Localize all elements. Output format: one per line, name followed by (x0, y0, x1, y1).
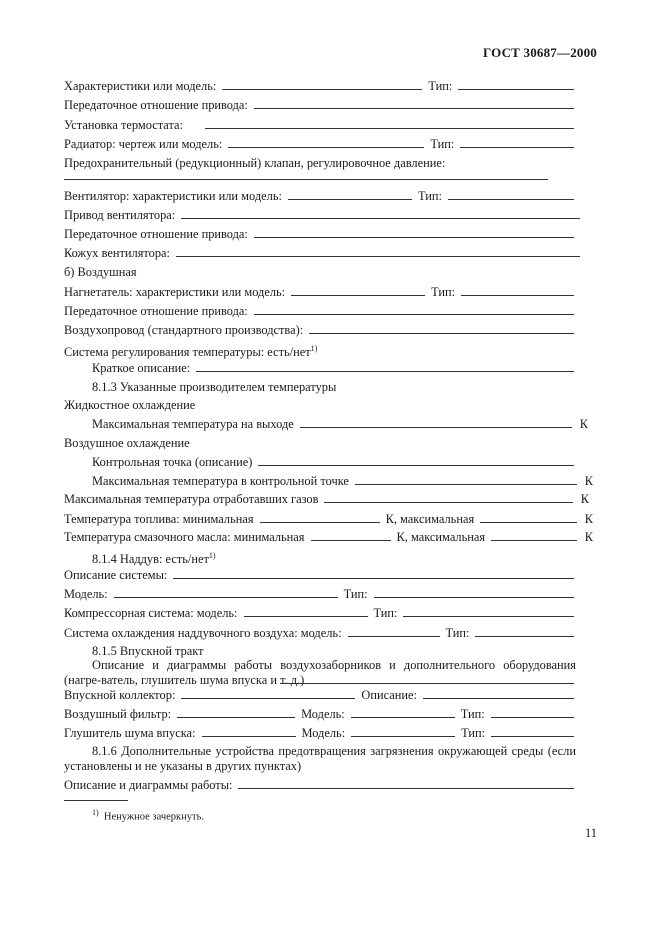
section-8-1-6: 8.1.6 Дополнительные устройства предотвращения загрязнения окружающей среды (если установлены и не указаны в других пунктах) (64, 744, 576, 773)
field-thermostat[interactable] (205, 118, 574, 129)
label-max-temp-control: Максимальная температура в контрольной точке (92, 474, 349, 488)
row-fan-shroud (64, 245, 580, 261)
row-operation-desc (64, 777, 574, 793)
field-radiator[interactable] (228, 137, 424, 148)
row-air-filter (64, 706, 574, 722)
unit-k: К (584, 512, 593, 526)
field-model-type[interactable] (374, 587, 574, 598)
label-fan-type: Тип: (417, 189, 442, 203)
label-fan-shroud: Кожух вентилятора: (64, 246, 171, 260)
document-code: ГОСТ 30687—2000 (482, 45, 597, 60)
row-short-desc (92, 360, 574, 376)
field-fan-shroud[interactable] (176, 246, 580, 257)
page-number: 11 (584, 826, 597, 840)
field-relief-valve[interactable] (64, 179, 548, 180)
label-compressor-type: Тип: (373, 606, 398, 620)
unit-k: К (580, 492, 589, 506)
field-air-filter-type[interactable] (491, 707, 574, 718)
label-system-desc: Описание системы: (64, 568, 168, 582)
unit-k: К (579, 417, 588, 431)
label-charge-air-type: Тип: (445, 626, 470, 640)
label-oil-temp-max: К, максимальная (396, 530, 486, 544)
row-fan-drive (64, 207, 580, 223)
row-blower (64, 284, 574, 300)
field-blower[interactable] (291, 285, 425, 296)
label-liquid-cooling: Жидкостное охлаждение (64, 398, 196, 412)
row-fuel-temp (64, 511, 593, 527)
field-system-desc[interactable] (173, 568, 574, 579)
row-oil-temp (64, 529, 593, 545)
row-charge-air-cooling (64, 625, 574, 641)
field-characteristics[interactable] (222, 79, 422, 90)
label-type: Тип: (428, 79, 453, 93)
label-temp-control: Система регулирования температуры: есть/нет$^{1)}$ (64, 344, 318, 360)
label-characteristics: Характеристики или модель: (64, 79, 217, 93)
row-intake-silencer (64, 725, 574, 741)
field-blower-ratio[interactable] (254, 304, 574, 315)
field-model[interactable] (114, 587, 338, 598)
field-radiator-type[interactable] (460, 137, 574, 148)
label-fuel-temp-max: К, максимальная (385, 512, 475, 526)
row-characteristics (64, 78, 574, 94)
label-oil-temp-min: Температура смазочного масла: минимальная (64, 530, 305, 544)
field-max-temp-control[interactable] (355, 474, 577, 485)
label-air-filter-type: Тип: (460, 707, 485, 721)
label-relief-valve: Предохранительный (редукционный) клапан, регулировочное давление: (64, 156, 446, 170)
row-drive-ratio (64, 97, 574, 113)
label-short-desc: Краткое описание: (92, 361, 191, 375)
field-compressor[interactable] (244, 606, 368, 617)
label-max-exhaust-temp: Максимальная температура отработавших газов (64, 492, 319, 506)
row-model (64, 586, 574, 602)
field-charge-air-type[interactable] (475, 626, 574, 637)
label-max-outlet-temp: Максимальная температура на выходе (92, 417, 294, 431)
label-intake-desc: Описание: (361, 688, 417, 702)
field-intake-silencer-type[interactable] (491, 726, 574, 737)
label-compressor: Компрессорная система: модель: (64, 606, 238, 620)
footnote: $^{1)}$ Ненужное зачеркнуть. (92, 808, 204, 823)
label-radiator-type: Тип: (430, 137, 455, 151)
label-blower-type: Тип: (431, 285, 456, 299)
field-oil-temp-max[interactable] (491, 530, 577, 541)
label-fan-drive: Привод вентилятора: (64, 208, 176, 222)
field-short-desc[interactable] (196, 361, 574, 372)
field-air-filter-model[interactable] (351, 707, 455, 718)
field-max-exhaust-temp[interactable] (324, 492, 572, 503)
section-8-1-4: 8.1.4 Наддув: есть/нет$^{1)}$ (92, 551, 216, 567)
row-fan (64, 188, 574, 204)
field-intake-manifold-desc[interactable] (423, 688, 574, 699)
field-type[interactable] (458, 79, 574, 90)
field-intake-desc[interactable] (280, 683, 574, 684)
label-charge-air-cooling: Система охлаждения наддувочного воздуха: модель: (64, 626, 342, 640)
section-8-1-5: 8.1.5 Впускной тракт (92, 644, 204, 658)
field-fan[interactable] (288, 189, 412, 200)
footnote-rule (64, 800, 128, 801)
section-air: б) Воздушная (64, 265, 137, 279)
label-air-duct: Воздухопровод (стандартного производства): (64, 323, 304, 337)
field-fan-ratio[interactable] (254, 227, 574, 238)
field-control-point[interactable] (258, 455, 574, 466)
field-fan-type[interactable] (448, 189, 574, 200)
intake-desc-paragraph: Описание и диаграммы работы воздухозаборников и дополнительного оборудования (нагре-ватель, глушитель шума впуска и т. д.) (64, 658, 576, 687)
field-fuel-temp-max[interactable] (480, 512, 577, 523)
field-drive-ratio[interactable] (254, 98, 574, 109)
row-max-outlet-temp (92, 416, 588, 432)
label-intake-silencer: Глушитель шума впуска: (64, 726, 196, 740)
field-charge-air-cooling[interactable] (348, 626, 440, 637)
label-model-type: Тип: (343, 587, 368, 601)
label-air-cooling: Воздушное охлаждение (64, 436, 190, 450)
row-intake-manifold (64, 687, 574, 703)
field-operation-desc[interactable] (238, 778, 574, 789)
label-intake-manifold: Впускной коллектор: (64, 688, 176, 702)
row-radiator (64, 136, 574, 152)
label-blower: Нагнетатель: характеристики или модель: (64, 285, 286, 299)
field-intake-manifold[interactable] (181, 688, 355, 699)
field-air-filter[interactable] (177, 707, 295, 718)
row-max-temp-control (92, 473, 593, 489)
label-blower-ratio: Передаточное отношение привода: (64, 304, 248, 318)
label-model: Модель: (64, 587, 108, 601)
label-intake-silencer-model: Модель: (301, 726, 346, 740)
label-radiator: Радиатор: чертеж или модель: (64, 137, 223, 151)
field-intake-silencer-model[interactable] (351, 726, 455, 737)
row-control-point (92, 454, 574, 470)
label-fan: Вентилятор: характеристики или модель: (64, 189, 282, 203)
row-air-duct (64, 322, 574, 338)
unit-k: К (584, 474, 593, 488)
unit-k: К (584, 530, 593, 544)
label-control-point: Контрольная точка (описание) (92, 455, 253, 469)
row-system-desc (64, 567, 574, 583)
label-thermostat: Установка термостата: (64, 118, 183, 132)
label-fuel-temp-min: Температура топлива: минимальная (64, 512, 254, 526)
field-air-duct[interactable] (309, 323, 574, 334)
field-fan-drive[interactable] (181, 208, 580, 219)
field-blower-type[interactable] (461, 285, 574, 296)
row-blower-ratio (64, 303, 574, 319)
row-fan-ratio (64, 226, 574, 242)
field-oil-temp-min[interactable] (311, 530, 391, 541)
label-fan-ratio: Передаточное отношение привода: (64, 227, 248, 241)
field-intake-silencer[interactable] (202, 726, 296, 737)
row-thermostat (64, 117, 574, 133)
label-drive-ratio: Передаточное отношение привода: (64, 98, 248, 112)
section-8-1-3: 8.1.3 Указанные производителем температуры (92, 380, 337, 394)
label-air-filter-model: Модель: (301, 707, 345, 721)
field-fuel-temp-min[interactable] (260, 512, 380, 523)
field-max-outlet-temp[interactable] (300, 417, 572, 428)
label-air-filter: Воздушный фильтр: (64, 707, 172, 721)
label-intake-silencer-type: Тип: (461, 726, 486, 740)
row-max-exhaust-temp (64, 491, 589, 507)
row-compressor (64, 605, 574, 621)
label-operation-desc: Описание и диаграммы работы: (64, 778, 233, 792)
field-compressor-type[interactable] (403, 606, 574, 617)
